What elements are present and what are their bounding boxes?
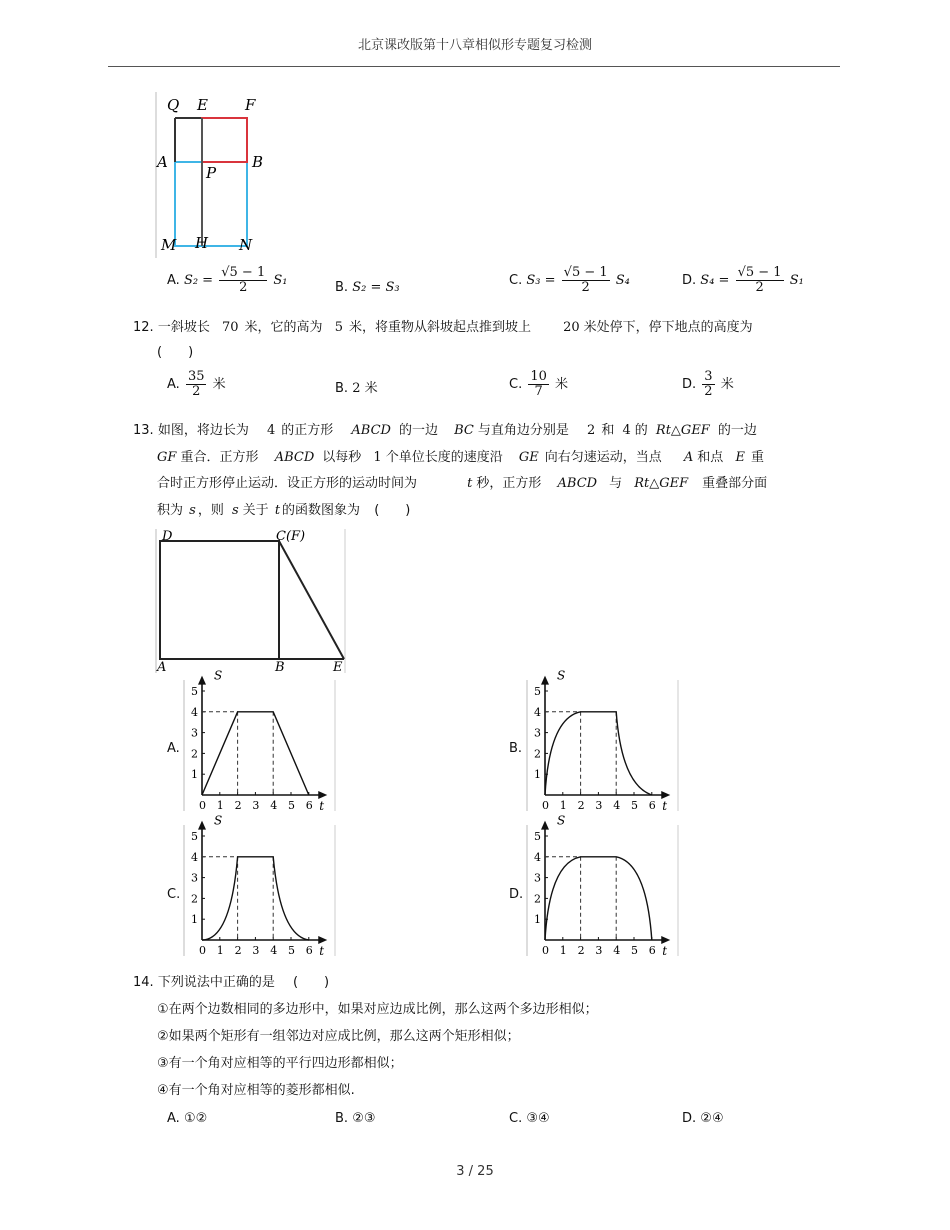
y-tick-label: 3 [191,726,198,740]
x-tick-label: 4 [270,799,278,812]
q13-line-2: GF 重合．正方形 ABCD 以每秒 1 个单位长度的速度沿 GE 向右匀速运动，当点 A 和点 E 重 [157,450,764,465]
q14-item-2: ②如果两个矩形有一组邻边对应成比例，那么这两个矩形相似； [157,1029,520,1044]
q12-option-c[interactable]: C. $\frac{10}{7}$ 米 [509,369,569,399]
y-tick-label: 4 [534,705,541,719]
y-tick-label: 1 [191,768,198,782]
y-tick-label: 2 [534,892,541,906]
q14-item-4: ④有一个角对应相等的菱形都相似. [157,1083,355,1098]
label-A: A [157,153,168,171]
x-tick-label: 0 [542,799,549,812]
x-tick-label: 5 [288,944,295,957]
x-tick-label: 0 [542,944,549,957]
q12-paren: ( ) [157,345,194,360]
y-axis-label: S [214,668,223,683]
x-tick-label: 3 [252,944,260,957]
x-tick-label: 4 [270,944,278,957]
q13-line-1: 13. 如图，将边长为 4 的正方形 ABCD 的一边 BC 与直角边分别是 2 和 4 的 Rt△GEF 的一边 [133,423,757,438]
x-tick-label: 0 [199,944,206,957]
q13-graph-d[interactable] [526,813,681,958]
y-tick-label: 1 [191,913,198,927]
label-M: M [161,236,177,254]
y-axis-arrow [198,676,206,685]
x-tick-label: 2 [234,944,242,957]
y-axis-arrow [198,821,206,830]
x-tick-label: 5 [288,799,295,812]
label-H: H [195,234,209,252]
header-divider [108,66,840,67]
x-tick-label: 3 [595,944,603,957]
y-tick-label: 5 [534,830,541,843]
s-t-curve [545,712,652,795]
x-axis-arrow [661,936,670,944]
x-axis-label: t [319,799,325,813]
x-tick-label: 1 [216,799,224,812]
q14-option-a[interactable]: A. ①② [167,1111,208,1126]
q13-option-c-label[interactable]: C. [167,887,181,902]
q12-option-d[interactable]: D. $\frac{3}{2}$ 米 [682,369,734,399]
x-tick-label: 6 [305,799,313,812]
x-tick-label: 0 [199,799,206,812]
x-axis-label: t [662,799,668,813]
label-D: D [162,529,173,544]
x-tick-label: 3 [595,799,603,812]
q12-option-a[interactable]: A. $\frac{35}{2}$ 米 [167,369,226,399]
x-axis-arrow [661,791,670,799]
q13-graph-c[interactable] [183,813,338,958]
q13-option-b-label[interactable]: B. [509,741,523,756]
y-tick-label: 4 [534,850,541,864]
x-tick-label: 4 [613,799,621,812]
x-tick-label: 2 [577,799,585,812]
page-number: 3 / 25 [456,1164,494,1179]
x-tick-label: 6 [648,799,656,812]
x-axis-label: t [319,944,325,958]
y-tick-label: 3 [191,871,198,885]
x-axis-arrow [318,791,327,799]
q14-stem: 14. 下列说法中正确的是 ( ) [133,975,330,990]
x-tick-label: 3 [252,799,260,812]
q13-option-a-label[interactable]: A. [167,741,180,756]
q12-stem: 12. 一斜坡长 70 米，它的高为 5 米，将重物从斜坡起点推到坡上 20 米处停下，停下地点的高度为 [133,320,753,335]
label-E: E [333,660,343,675]
label-N: N [239,236,253,254]
label-F: F [245,96,256,114]
q13-figure [155,527,350,675]
y-axis-label: S [557,668,566,683]
s-t-curve [545,857,652,940]
y-axis-label: S [557,813,566,828]
x-tick-label: 5 [631,799,638,812]
q11-option-b[interactable]: B. S₂ = S₃ [335,280,400,295]
label-P: P [206,164,217,182]
x-tick-label: 1 [216,944,224,957]
y-tick-label: 1 [534,913,541,927]
label-CF: C(F) [276,529,306,544]
y-tick-label: 5 [534,685,541,698]
q13-graph-a[interactable] [183,668,338,813]
label-Q: Q [167,96,180,114]
x-tick-label: 4 [613,944,621,957]
q14-item-3: ③有一个角对应相等的平行四边形都相似； [157,1056,403,1071]
y-axis-arrow [541,821,549,830]
y-tick-label: 1 [534,768,541,782]
x-tick-label: 6 [648,944,656,957]
q11-option-a[interactable]: A. S₂ = $\frac{√5 - 1}{2}$ S₁ [167,265,288,295]
x-tick-label: 1 [559,799,567,812]
label-B: B [275,660,285,675]
q14-item-1: ①在两个边数相同的多边形中，如果对应边成比例，那么这两个多边形相似； [157,1002,598,1017]
y-tick-label: 3 [534,871,541,885]
label-A: A [157,660,167,675]
q12-option-b[interactable]: B. 2 米 [335,381,378,396]
q13-graph-b[interactable] [526,668,681,813]
q13-line-3: 合时正方形停止运动．设正方形的运动时间为 t 秒，正方形 ABCD 与 Rt△GEF 重叠部分面 [157,476,768,491]
y-tick-label: 2 [191,892,198,906]
s-t-curve [202,712,309,795]
q13-option-d-label[interactable]: D. [509,887,524,902]
y-axis-arrow [541,676,549,685]
x-tick-label: 6 [305,944,313,957]
x-tick-label: 2 [234,799,242,812]
label-B: B [252,153,264,171]
page-header: 北京课改版第十八章相似形专题复习检测 [357,38,592,53]
x-tick-label: 5 [631,944,638,957]
y-tick-label: 4 [191,705,198,719]
x-tick-label: 1 [559,944,567,957]
q11-option-d[interactable]: D. S₄ = $\frac{√5 - 1}{2}$ S₁ [682,265,804,295]
y-tick-label: 5 [191,685,198,698]
x-axis-label: t [662,944,668,958]
x-tick-label: 2 [577,944,585,957]
q11-option-c[interactable]: C. S₃ = $\frac{√5 - 1}{2}$ S₄ [509,265,630,295]
q13-line-4: 积为 s ，则 s 关于 t 的函数图象为 ( ) [157,503,411,518]
y-tick-label: 5 [191,830,198,843]
x-axis-arrow [318,936,327,944]
y-axis-label: S [214,813,223,828]
label-E: E [197,96,208,114]
q14-option-b[interactable]: B. ②③ [335,1111,376,1126]
y-tick-label: 3 [534,726,541,740]
y-tick-label: 2 [191,747,198,761]
q11-figure [155,90,270,260]
s-t-curve [202,857,309,940]
q14-option-d[interactable]: D. ②④ [682,1111,724,1126]
y-tick-label: 2 [534,747,541,761]
y-tick-label: 4 [191,850,198,864]
q14-option-c[interactable]: C. ③④ [509,1111,550,1126]
